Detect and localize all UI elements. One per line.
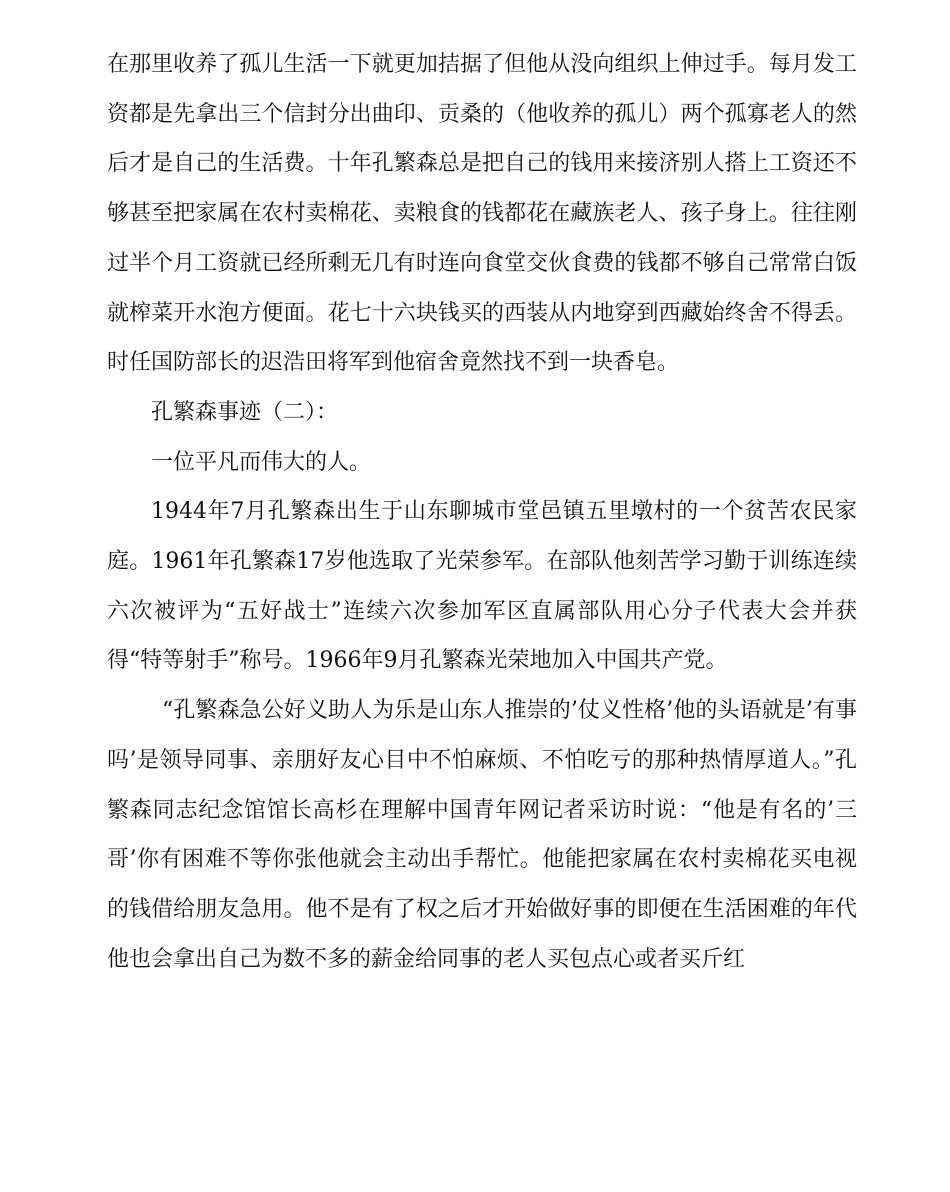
section-heading: 孔繁森事迹（二）： xyxy=(151,399,339,425)
paragraph-quote: “孔繁森急公好义助人为乐是山东人推崇的’仗义性格’他的头语就是’有事吗’是领导同事、亲朋好友心目中不怕麻烦、不怕吃亏的那种热情厚道人。”孔繁森同志纪念馆馆长高杉在理解中国青年网记者采访时说：“他是有名的’三哥’你有困难不等你张他就会主动出手帮忙。他能把家属在农村卖棉花买电视的钱借给朋友急用。他不是有了权之后才开始做好事的即便在生活困难的年代他也会拿出自己为数不多的薪金给同事的老人买包点心或者买斤红 xyxy=(107,698,857,972)
document-page xyxy=(107,40,857,984)
paragraph-biography: 1944年7月孔繁森出生于山东聊城市堂邑镇五里墩村的一个贫苦农民家庭。1961年孔繁森17岁他选取了光荣参军。在部队他刻苦学习勤于训练连续六次被评为“五好战士”连续六次参加军区直属部队用心分子代表大会并获得“特等射手”称号。1966年9月孔繁森光荣地加入中国共产党。 xyxy=(107,499,857,674)
section-subtitle: 一位平凡而伟大的人。 xyxy=(151,449,372,475)
paragraph-continuation: 在那里收养了孤儿生活一下就更加拮据了但他从没向组织上伸过手。每月发工资都是先拿出三个信封分出曲印、贡桑的（他收养的孤儿）两个孤寡老人的然后才是自己的生活费。十年孔繁森总是把自己的钱用来接济别人搭上工资还不够甚至把家属在农村卖棉花、卖粮食的钱都花在藏族老人、孩子身上。往往刚过半个月工资就已经所剩无几有时连向食堂交伙食费的钱都不够自己常常白饭就榨菜开水泡方便面。花七十六块钱买的西装从内地穿到西藏始终舍不得丢。时任国防部长的迟浩田将军到他宿舍竟然找不到一块香皂。 xyxy=(107,52,857,376)
